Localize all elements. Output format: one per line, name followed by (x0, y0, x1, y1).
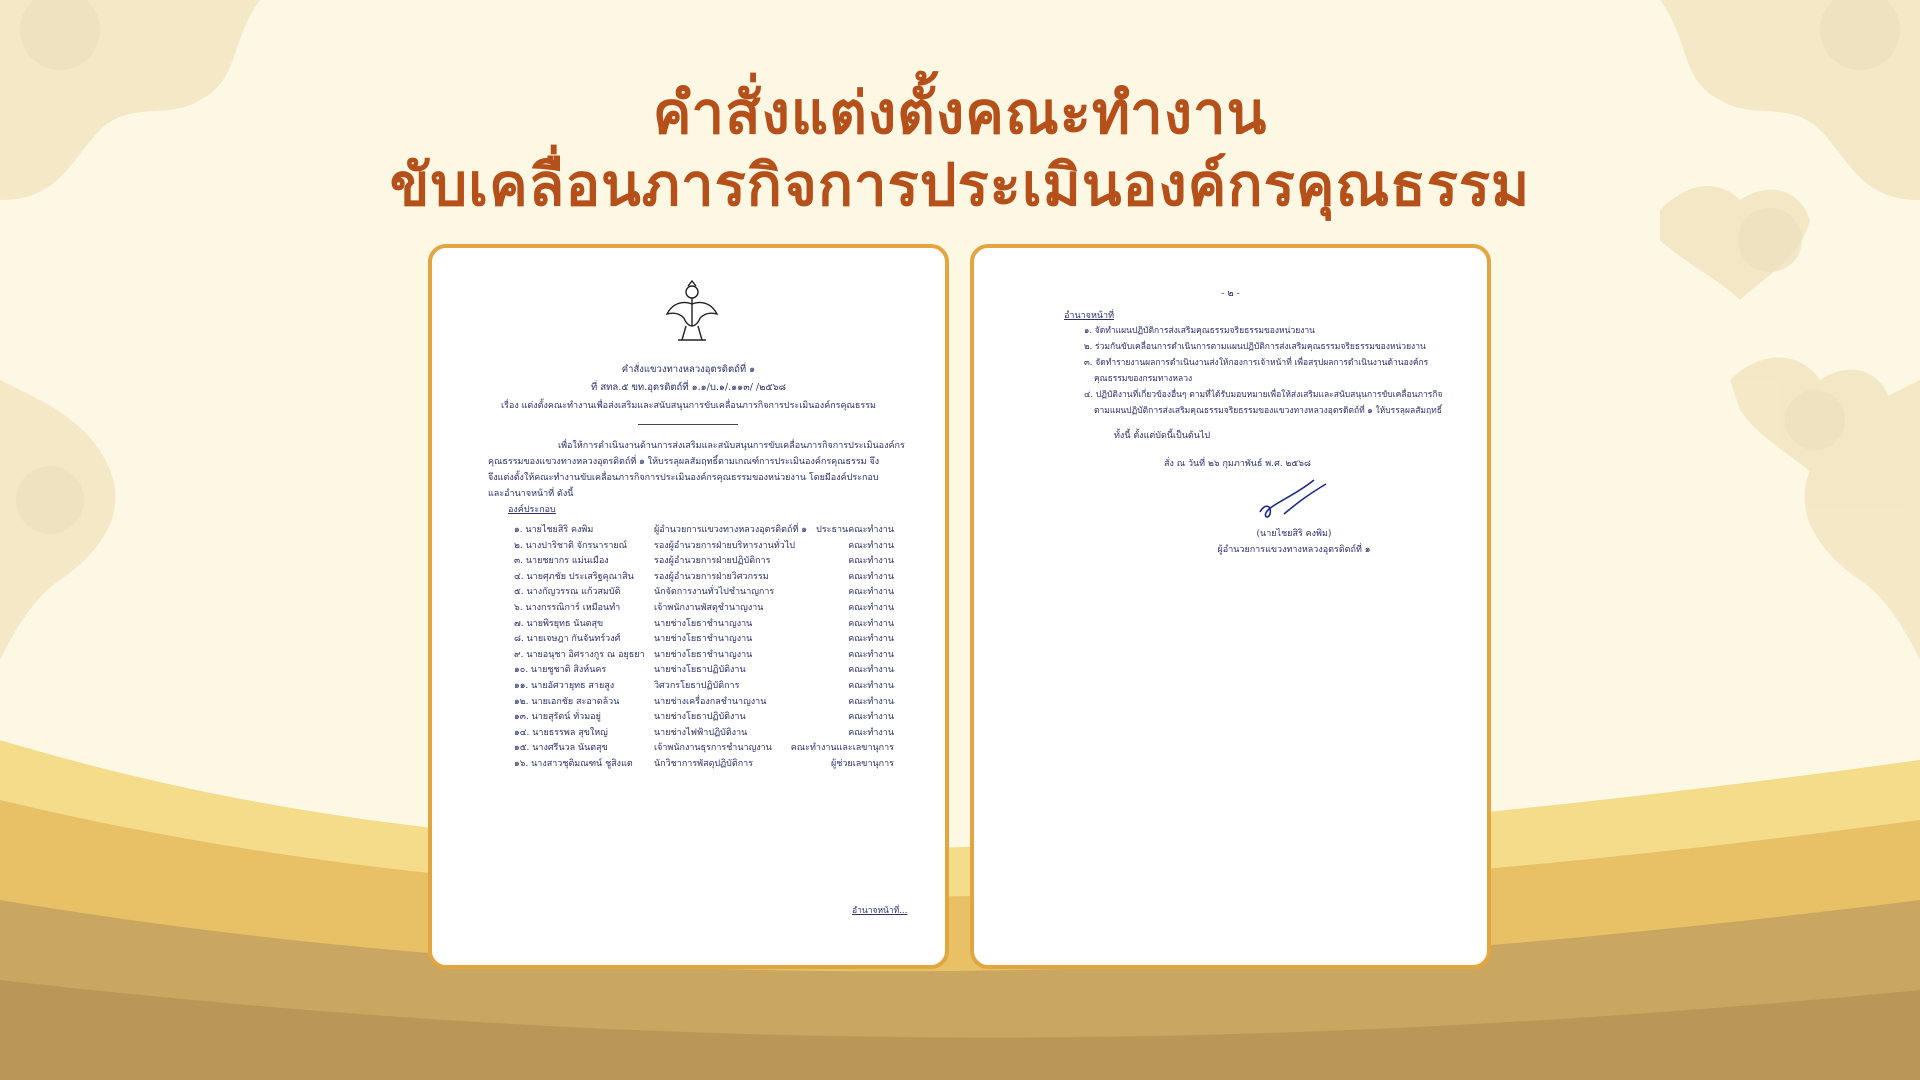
member-position: นายช่างเครื่องกลชำนาญงาน (654, 696, 767, 707)
member-role: คณะทำงานและเลขานุการ (790, 743, 894, 754)
member-name: ๕. นางกัญวรรณ แก้วสมบัติ (514, 587, 621, 598)
document-page-1 (428, 244, 949, 969)
member-position: นายช่างโยธาชำนาญงาน (654, 634, 753, 645)
member-position: นายช่างไฟฟ้าปฏิบัติงาน (654, 727, 748, 738)
order-title: คำสั่งแขวงทางหลวงอุตรดิตถ์ที่ ๑ (621, 364, 756, 375)
member-name: ๑๓. นายสุรัตน์ ทั่วมอยู่ (514, 712, 601, 723)
member-role: คณะทำงาน (848, 727, 894, 738)
intro-line-1: เพื่อให้การดำเนินงานด้านการส่งเสริมและสนับสนุนการขับเคลื่อนภารกิจการประเมินองค์กร (558, 441, 905, 451)
member-name: ๖. นางกรรณิการ์ เหมือนทำ (514, 603, 621, 613)
member-role: คณะทำงาน (848, 540, 894, 551)
member-role: คณะทำงาน (848, 634, 894, 645)
member-role: คณะทำงาน (848, 649, 894, 660)
duty-3a: ๓. จัดทำรายงานผลการดำเนินงานส่งให้กองการเจ้าหน้าที่ เพื่อสรุปผลการดำเนินงานด้านองค์กร (1084, 358, 1429, 368)
member-position: รองผู้อำนวยการฝ่ายปฏิบัติการ (654, 556, 771, 567)
member-position: นายช่างโยธาปฏิบัติงาน (654, 712, 746, 723)
duty-2: ๒. ร่วมกันขับเคลื่อนการดำเนินการตามแผนปฏิบัติการส่งเสริมคุณธรรมจริยธรรมของหน่วยงาน (1084, 342, 1426, 352)
effective-note: ทั้งนี้ ตั้งแต่บัดนี้เป็นต้นไป (1114, 431, 1211, 441)
member-name: ๔. นายศุภชัย ประเสริฐคุณาสิน (514, 571, 634, 582)
page-title-line-1: คำสั่งแต่งตั้งคณะทำงาน (652, 79, 1268, 147)
member-name: ๑๒. นายเอกชัย สะอาดล้วน (514, 696, 620, 707)
member-name: ๑. นายไชยสิริ คงพิม (514, 525, 594, 535)
member-position: ผู้อำนวยการแขวงทางหลวงอุตรดิตถ์ที่ ๑ (654, 525, 807, 535)
member-role: คณะทำงาน (848, 556, 894, 567)
member-name: ๑๐. นายชูชาติ สิงห์นคร (514, 665, 607, 676)
duty-1: ๑. จัดทำแผนปฏิบัติการส่งเสริมคุณธรรมจริยธรรมของหน่วยงาน (1084, 326, 1315, 336)
member-role: คณะทำงาน (848, 618, 894, 629)
member-role: คณะทำงาน (848, 587, 894, 598)
intro-line-4: และอำนาจหน้าที่ ดังนี้ (488, 489, 574, 499)
member-name: ๑๑. นายอัศวายุทธ สายสูง (514, 681, 615, 691)
member-name: ๘. นายเจษฎา กันจันทร์วงศ์ (514, 634, 621, 645)
order-subject: เรื่อง แต่งตั้งคณะทำงานเพื่อส่งเสริมและสนับสนุนการขับเคลื่อนภารกิจการประเมินองค์กรคุณธรรม (501, 401, 876, 411)
member-role: คณะทำงาน (848, 571, 894, 582)
garuda-emblem-icon (664, 280, 720, 348)
intro-line-2: คุณธรรมของแขวงทางหลวงอุตรดิตถ์ที่ ๑ ให้บรรลุผลสัมฤทธิ์ตามเกณฑ์การประเมินองค์กรคุณธรรม จึง (488, 457, 880, 467)
member-name: ๗. นายพิรยุทธ นันตสุข (514, 618, 604, 629)
member-name: ๙. นายอนุชา อิศรางกูร ณ อยุธยา (514, 649, 645, 660)
page-number: - ๒ - (1221, 288, 1240, 299)
duty-3b: คุณธรรมของกรมทางหลวง (1094, 374, 1193, 384)
member-position: นายช่างโยธาชำนาญงาน (654, 649, 753, 660)
member-role: คณะทำงาน (848, 681, 894, 691)
member-position: นักวิชาการพัสดุปฏิบัติการ (654, 759, 754, 769)
member-name: ๓. นายชยากร แม่นเมือง (514, 556, 609, 567)
document-page-2 (970, 244, 1491, 969)
signer-position: ผู้อำนวยการแขวงทางหลวงอุตรดิตถ์ที่ ๑ (1217, 545, 1371, 555)
member-position: รองผู้อำนวยการฝ่ายวิศวกรรม (654, 571, 769, 582)
page-title-line-2: ขับเคลื่อนภารกิจการประเมินองค์กรคุณธรรม (389, 151, 1531, 219)
member-role: คณะทำงาน (848, 696, 894, 707)
member-name: ๑๖. นางสาวชุติมณฑน์ ชูสิงแต (514, 759, 633, 769)
member-role: คณะทำงาน (848, 712, 894, 723)
member-role: ผู้ช่วยเลขานุการ (831, 759, 894, 769)
continued-label: อำนาจหน้าที่... (852, 906, 908, 916)
member-position: เจ้าพนักงานธุรการชำนาญงาน (654, 743, 772, 754)
intro-line-3: จึงแต่งตั้งให้คณะทำงานขับเคลื่อนภารกิจการประเมินองค์กรคุณธรรมของหน่วยงาน โดยมีองค์ประกอบ (488, 473, 879, 483)
member-position: รองผู้อำนวยการฝ่ายบริหารงานทั่วไป (654, 540, 795, 551)
ordered-date: สั่ง ณ วันที่ ๒๖ กุมภาพันธ์ พ.ศ. ๒๕๖๘ (1164, 459, 1311, 469)
duty-4a: ๔. ปฏิบัติงานที่เกี่ยวข้องอื่นๆ ตามที่ได้รับมอบหมายเพื่อให้ส่งเสริมและสนับสนุนการขับเคลื่อนภารกิจ (1084, 390, 1443, 400)
member-role: ประธานคณะทำงาน (816, 525, 894, 535)
member-position: นักจัดการงานทั่วไปชำนาญการ (654, 587, 775, 598)
signature-icon (1254, 474, 1334, 524)
order-number: ที่ สทล.๕ ขท.อุตรดิตถ์ที่ ๑.๑/บ.๑/.๑๑๓/ /๒๕๖๘ (591, 382, 786, 393)
member-name: ๑๔. นายธรรพล สุขใหญ่ (514, 727, 608, 738)
member-name: ๑๕. นางศรีนวล นันตสุข (514, 743, 608, 754)
member-role: คณะทำงาน (848, 665, 894, 676)
member-role: คณะทำงาน (848, 603, 894, 613)
divider (638, 424, 738, 425)
member-position: วิศวกรโยธาปฏิบัติการ (654, 681, 740, 691)
signer-name: (นายไชยสิริ คงพิม) (1256, 529, 1332, 539)
duties-label: อำนาจหน้าที่ (1064, 311, 1115, 321)
member-position: เจ้าพนักงานพัสดุชำนาญงาน (654, 603, 764, 613)
duty-4b: ตามแผนปฏิบัติการส่งเสริมคุณธรรมจริยธรรมของแขวงทางหลวงอุตรดิตถ์ที่ ๑ ให้บรรลุผลสัมฤทธิ์ (1094, 406, 1442, 416)
member-name: ๒. นางปาริชาติ จักรนารายณ์ (514, 540, 627, 551)
composition-label: องค์ประกอบ (508, 505, 556, 515)
member-position: นายช่างโยธาปฏิบัติงาน (654, 665, 746, 676)
member-position: นายช่างโยธาชำนาญงาน (654, 618, 753, 629)
